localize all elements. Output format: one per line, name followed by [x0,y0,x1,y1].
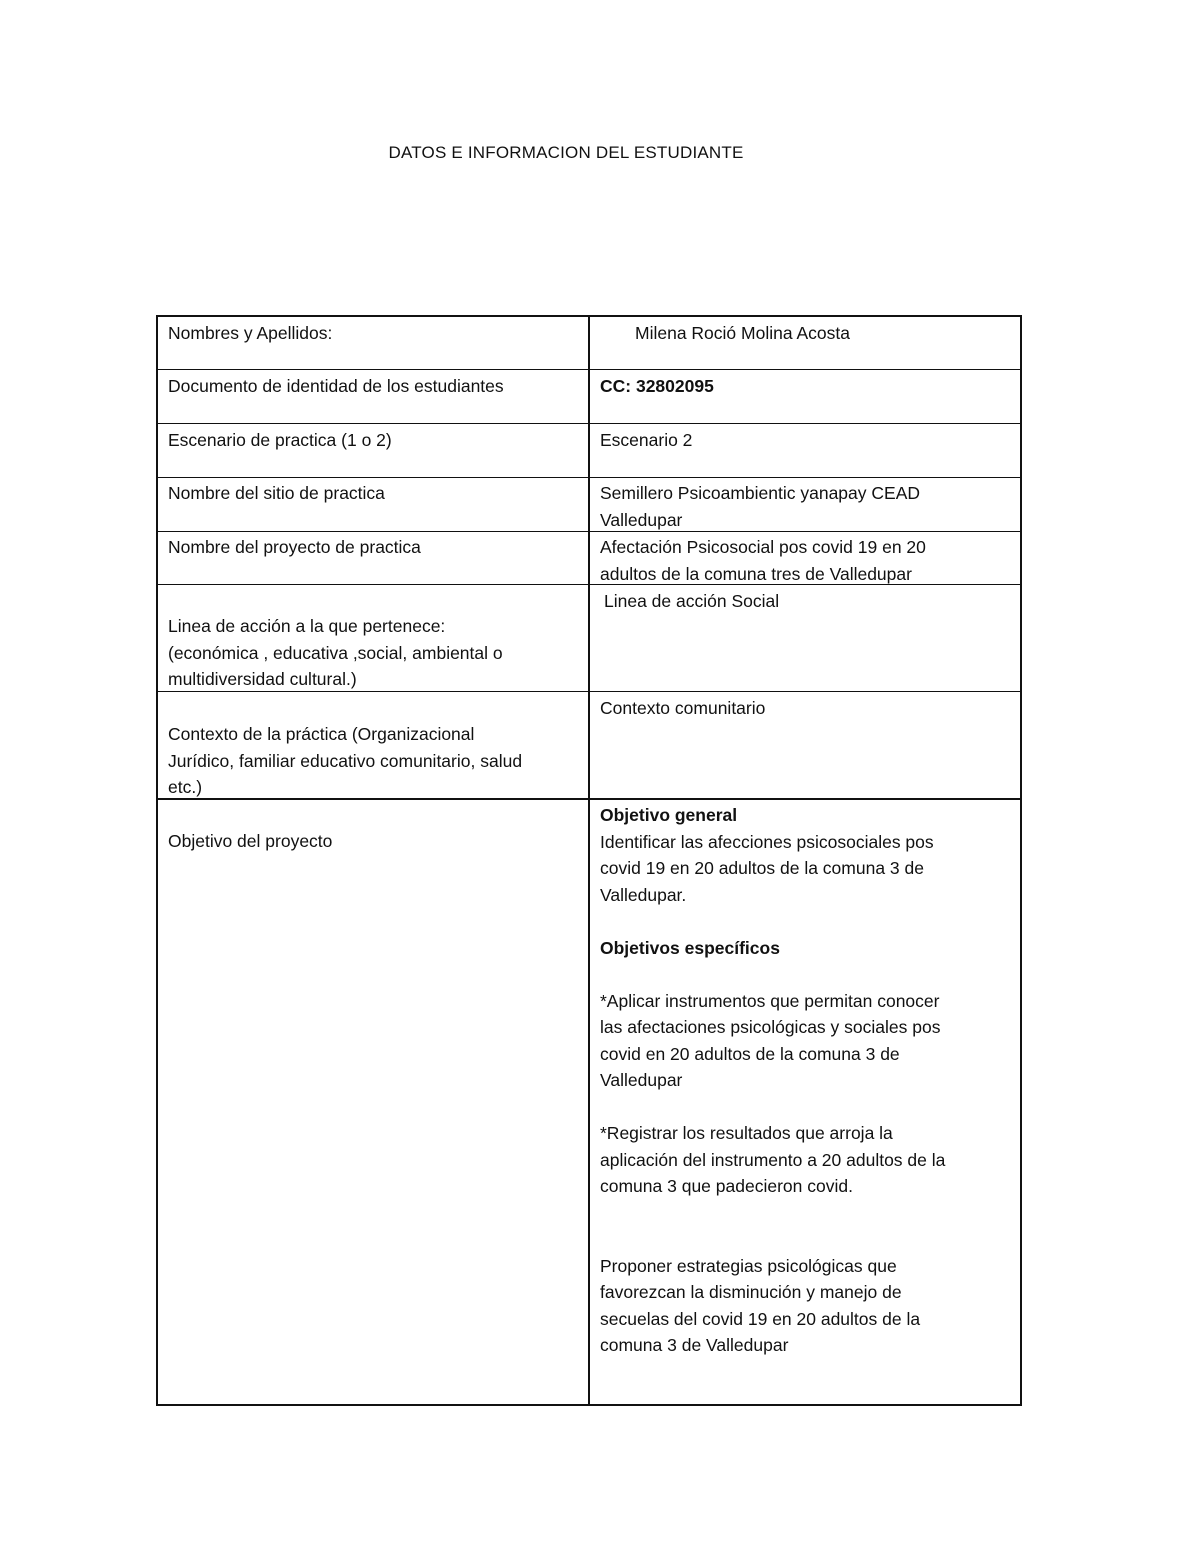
specific-objectives-heading: Objetivos específicos [600,937,780,958]
specific-objective-2-line: *Registrar los resultados que arroja la [600,1123,893,1143]
id-document-value: CC: 32802095 [600,376,714,396]
student-info-table [156,315,1022,1406]
name-value: Milena Roció Molina Acosta [635,323,850,343]
practice-site-value-line2: Valledupar [600,509,683,530]
scenario-value: Escenario 2 [600,430,693,450]
action-line-label-line3: multidiversidad cultural.) [168,669,357,689]
scenario-label: Escenario de practica (1 o 2) [168,430,392,450]
general-objective-line: covid 19 en 20 adultos de la comuna 3 de [600,858,924,878]
general-objective-line: Identificar las afecciones psicosociales pos [600,831,934,852]
practice-context-label-line3: etc.) [168,777,203,797]
specific-objective-1-line: covid en 20 adultos de la comuna 3 de [600,1043,900,1064]
project-name-value-line1: Afectación Psicosocial pos covid 19 en 20 [600,537,926,557]
action-line-value: Linea de acción Social [604,591,780,611]
specific-objective-1-line: *Aplicar instrumentos que permitan conocer [600,990,940,1011]
practice-context-value: Contexto comunitario [600,698,766,718]
project-name-value-line2: adultos de la comuna tres de Valledupar [600,563,912,584]
specific-objective-3-line: comuna 3 de Valledupar [600,1335,789,1355]
project-name-label: Nombre del proyecto de practica [168,537,421,557]
specific-objective-3-line: secuelas del covid 19 en 20 adultos de la [600,1308,921,1329]
specific-objective-3-line: favorezcan la disminución y manejo de [600,1282,902,1302]
name-label: Nombres y Apellidos: [168,323,333,343]
project-objectives [600,802,945,1359]
id-document-label: Documento de identidad de los estudiantes [168,376,504,396]
action-line-label-line2: (económica , educativa ,social, ambiental o [168,642,503,663]
practice-context-label-line1: Contexto de la práctica (Organizacional [168,724,475,744]
specific-objective-1-line: Valledupar [600,1070,683,1090]
practice-context-label-line2: Jurídico, familiar educativo comunitario, salud [168,750,523,771]
general-objective-line: Valledupar. [600,884,687,905]
specific-objective-3-line: Proponer estrategias psicológicas que [600,1255,897,1276]
document-title: DATOS E INFORMACION DEL ESTUDIANTE [388,143,744,162]
specific-objective-1-line: las afectaciones psicológicas y sociales pos [600,1017,941,1037]
specific-objective-2-line: aplicación del instrumento a 20 adultos de la [600,1149,946,1170]
action-line-label-line1: Linea de acción a la que pertenece: [168,616,446,636]
general-objective-heading: Objetivo general [600,805,738,825]
practice-site-label: Nombre del sitio de practica [168,483,385,503]
project-objective-label: Objetivo del proyecto [168,831,333,851]
specific-objective-2-line: comuna 3 que padecieron covid. [600,1176,853,1196]
column-divider [588,317,590,1404]
practice-site-value-line1: Semillero Psicoambientic yanapay CEAD [600,483,920,503]
